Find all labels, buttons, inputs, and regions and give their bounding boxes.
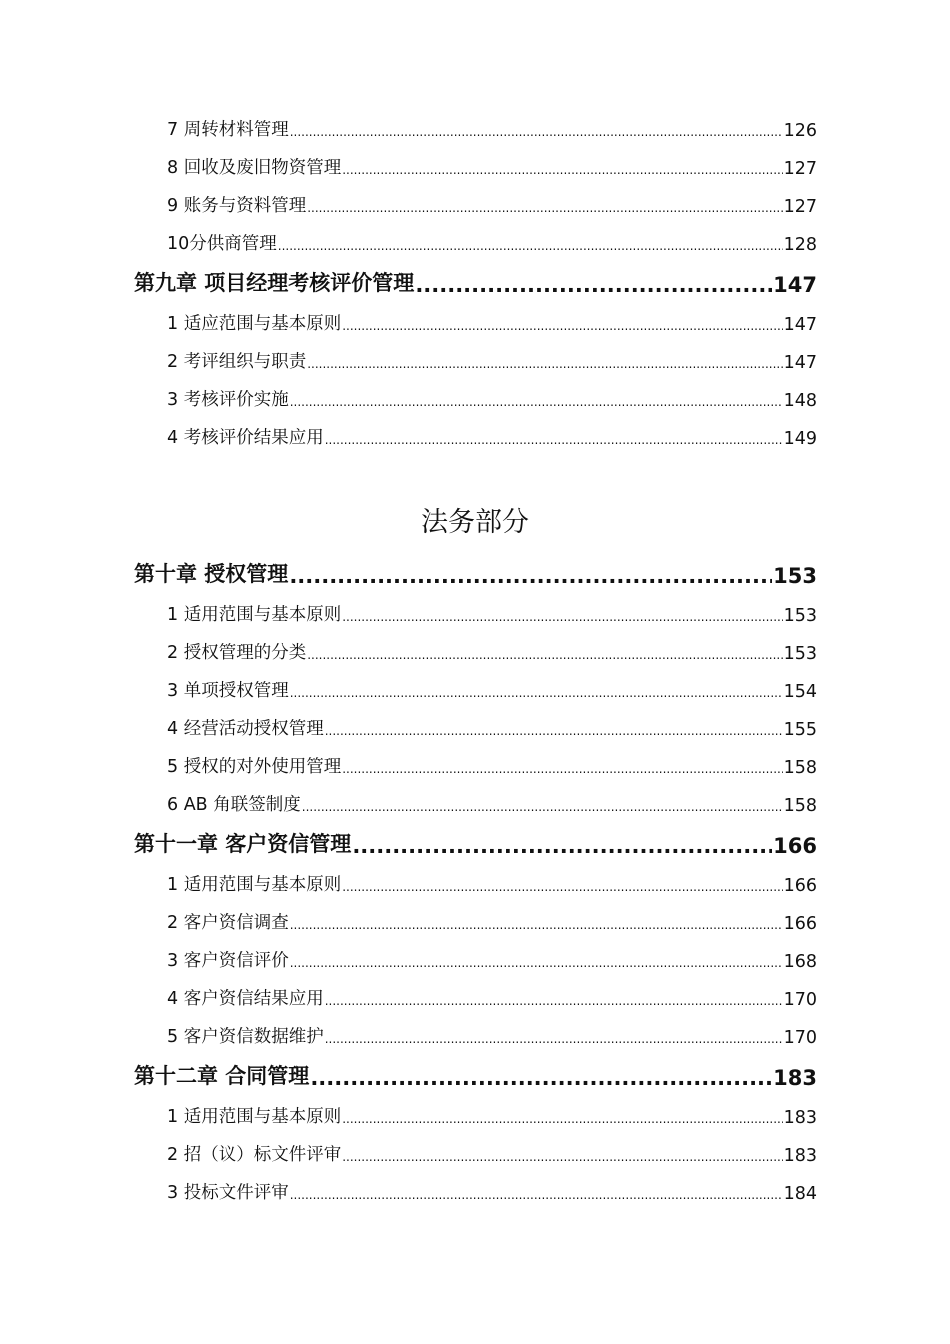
toc-entry[interactable] bbox=[134, 628, 817, 666]
toc-entry[interactable] bbox=[134, 219, 817, 257]
toc-entry-title: 1 适用范围与基本原则 bbox=[167, 875, 342, 895]
dot-leader bbox=[342, 162, 782, 181]
toc-page-number: 183 bbox=[783, 1108, 817, 1128]
toc-page-number: 153 bbox=[773, 564, 817, 588]
toc-entry-title: 4 客户资信结果应用 bbox=[167, 989, 324, 1009]
dot-leader bbox=[342, 1149, 782, 1168]
dot-leader bbox=[290, 124, 783, 143]
toc-entry[interactable] bbox=[134, 1168, 817, 1206]
dot-leader bbox=[325, 432, 783, 451]
dot-leader bbox=[352, 834, 772, 860]
toc-entry[interactable] bbox=[134, 337, 817, 375]
dot-leader bbox=[290, 1187, 783, 1206]
toc-entry[interactable] bbox=[134, 590, 817, 628]
dot-leader bbox=[415, 273, 772, 299]
toc-entry-title: 10分供商管理 bbox=[167, 234, 277, 254]
toc-entry[interactable] bbox=[134, 860, 817, 898]
toc-entry-title: 6 AB 角联签制度 bbox=[167, 795, 301, 815]
toc-entry-title: 8 回收及废旧物资管理 bbox=[167, 158, 342, 178]
dot-leader bbox=[342, 609, 782, 628]
toc-page-number: 147 bbox=[783, 353, 817, 373]
dot-leader bbox=[342, 318, 782, 337]
dot-leader bbox=[307, 200, 782, 219]
toc-page-number: 170 bbox=[783, 990, 817, 1010]
toc-entry-title: 1 适用范围与基本原则 bbox=[167, 605, 342, 625]
toc-page-number: 166 bbox=[783, 876, 817, 896]
dot-leader bbox=[289, 564, 772, 590]
toc-page-number: 158 bbox=[783, 758, 817, 778]
toc-page-number: 153 bbox=[783, 644, 817, 664]
toc-chapter-entry[interactable] bbox=[134, 818, 817, 860]
dot-leader bbox=[290, 394, 783, 413]
section-heading: 法务部分 bbox=[421, 507, 529, 538]
toc-page-number: 127 bbox=[783, 159, 817, 179]
toc-entry[interactable] bbox=[134, 413, 817, 451]
toc-entry[interactable] bbox=[134, 936, 817, 974]
toc-entry-title: 4 经营活动授权管理 bbox=[167, 719, 324, 739]
toc-entry-title: 3 考核评价实施 bbox=[167, 390, 289, 410]
dot-leader bbox=[325, 993, 783, 1012]
toc-entry-title: 第十二章 合同管理 bbox=[134, 1064, 310, 1088]
toc-entry-title: 9 账务与资料管理 bbox=[167, 196, 307, 216]
toc-entry-title: 3 投标文件评审 bbox=[167, 1183, 289, 1203]
dot-leader bbox=[310, 1066, 772, 1092]
dot-leader bbox=[307, 647, 782, 666]
toc-entry[interactable] bbox=[134, 704, 817, 742]
toc-entry[interactable] bbox=[134, 1012, 817, 1050]
dot-leader bbox=[325, 1031, 783, 1050]
toc-entry-title: 3 客户资信评价 bbox=[167, 951, 289, 971]
toc-chapter-entry[interactable] bbox=[134, 548, 817, 590]
toc-page-number: 128 bbox=[783, 235, 817, 255]
toc-chapter-entry[interactable] bbox=[134, 1050, 817, 1092]
toc-entry[interactable] bbox=[134, 1130, 817, 1168]
dot-leader bbox=[342, 761, 782, 780]
toc-entry-title: 7 周转材料管理 bbox=[167, 120, 289, 140]
toc-page-number: 148 bbox=[783, 391, 817, 411]
toc-bottom-block bbox=[134, 548, 817, 1206]
toc-entry[interactable] bbox=[134, 974, 817, 1012]
dot-leader bbox=[290, 685, 783, 704]
toc-entry-title: 2 授权管理的分类 bbox=[167, 643, 307, 663]
toc-page-number: 166 bbox=[783, 914, 817, 934]
toc-entry-title: 2 招（议）标文件评审 bbox=[167, 1145, 342, 1165]
toc-entry-title: 5 客户资信数据维护 bbox=[167, 1027, 324, 1047]
toc-page-number: 183 bbox=[773, 1066, 817, 1090]
dot-leader bbox=[325, 723, 783, 742]
dot-leader bbox=[278, 238, 783, 257]
toc-entry-title: 3 单项授权管理 bbox=[167, 681, 289, 701]
toc-page-number: 126 bbox=[783, 121, 817, 141]
toc-entry-title: 第九章 项目经理考核评价管理 bbox=[134, 271, 415, 295]
toc-entry[interactable] bbox=[134, 742, 817, 780]
toc-page-number: 127 bbox=[783, 197, 817, 217]
dot-leader bbox=[342, 879, 782, 898]
toc-entry-title: 2 客户资信调查 bbox=[167, 913, 289, 933]
toc-page-number: 184 bbox=[783, 1184, 817, 1204]
toc-page-number: 147 bbox=[773, 273, 817, 297]
toc-entry[interactable] bbox=[134, 105, 817, 143]
toc-page-number: 166 bbox=[773, 834, 817, 858]
dot-leader bbox=[290, 955, 783, 974]
toc-top-block bbox=[134, 105, 817, 451]
toc-entry-title: 第十章 授权管理 bbox=[134, 562, 289, 586]
toc-entry[interactable] bbox=[134, 143, 817, 181]
dot-leader bbox=[290, 917, 783, 936]
toc-page-number: 183 bbox=[783, 1146, 817, 1166]
toc-entry-title: 1 适用范围与基本原则 bbox=[167, 1107, 342, 1127]
toc-entry[interactable] bbox=[134, 299, 817, 337]
toc-entry[interactable] bbox=[134, 780, 817, 818]
toc-entry-title: 2 考评组织与职责 bbox=[167, 352, 307, 372]
toc-page-number: 155 bbox=[783, 720, 817, 740]
toc-entry-title: 第十一章 客户资信管理 bbox=[134, 832, 352, 856]
dot-leader bbox=[302, 799, 783, 818]
toc-entry-title: 5 授权的对外使用管理 bbox=[167, 757, 342, 777]
toc-page-number: 153 bbox=[783, 606, 817, 626]
dot-leader bbox=[342, 1111, 782, 1130]
toc-page-number: 170 bbox=[783, 1028, 817, 1048]
toc-entry[interactable] bbox=[134, 181, 817, 219]
toc-page-number: 149 bbox=[783, 429, 817, 449]
toc-entry[interactable] bbox=[134, 898, 817, 936]
toc-entry[interactable] bbox=[134, 375, 817, 413]
toc-entry[interactable] bbox=[134, 666, 817, 704]
toc-chapter-entry[interactable] bbox=[134, 257, 817, 299]
toc-entry[interactable] bbox=[134, 1092, 817, 1130]
toc-page-number: 147 bbox=[783, 315, 817, 335]
toc-page-number: 154 bbox=[783, 682, 817, 702]
toc-entry-title: 1 适应范围与基本原则 bbox=[167, 314, 342, 334]
toc-entry-title: 4 考核评价结果应用 bbox=[167, 428, 324, 448]
toc-page-number: 158 bbox=[783, 796, 817, 816]
toc-page-number: 168 bbox=[783, 952, 817, 972]
dot-leader bbox=[307, 356, 782, 375]
